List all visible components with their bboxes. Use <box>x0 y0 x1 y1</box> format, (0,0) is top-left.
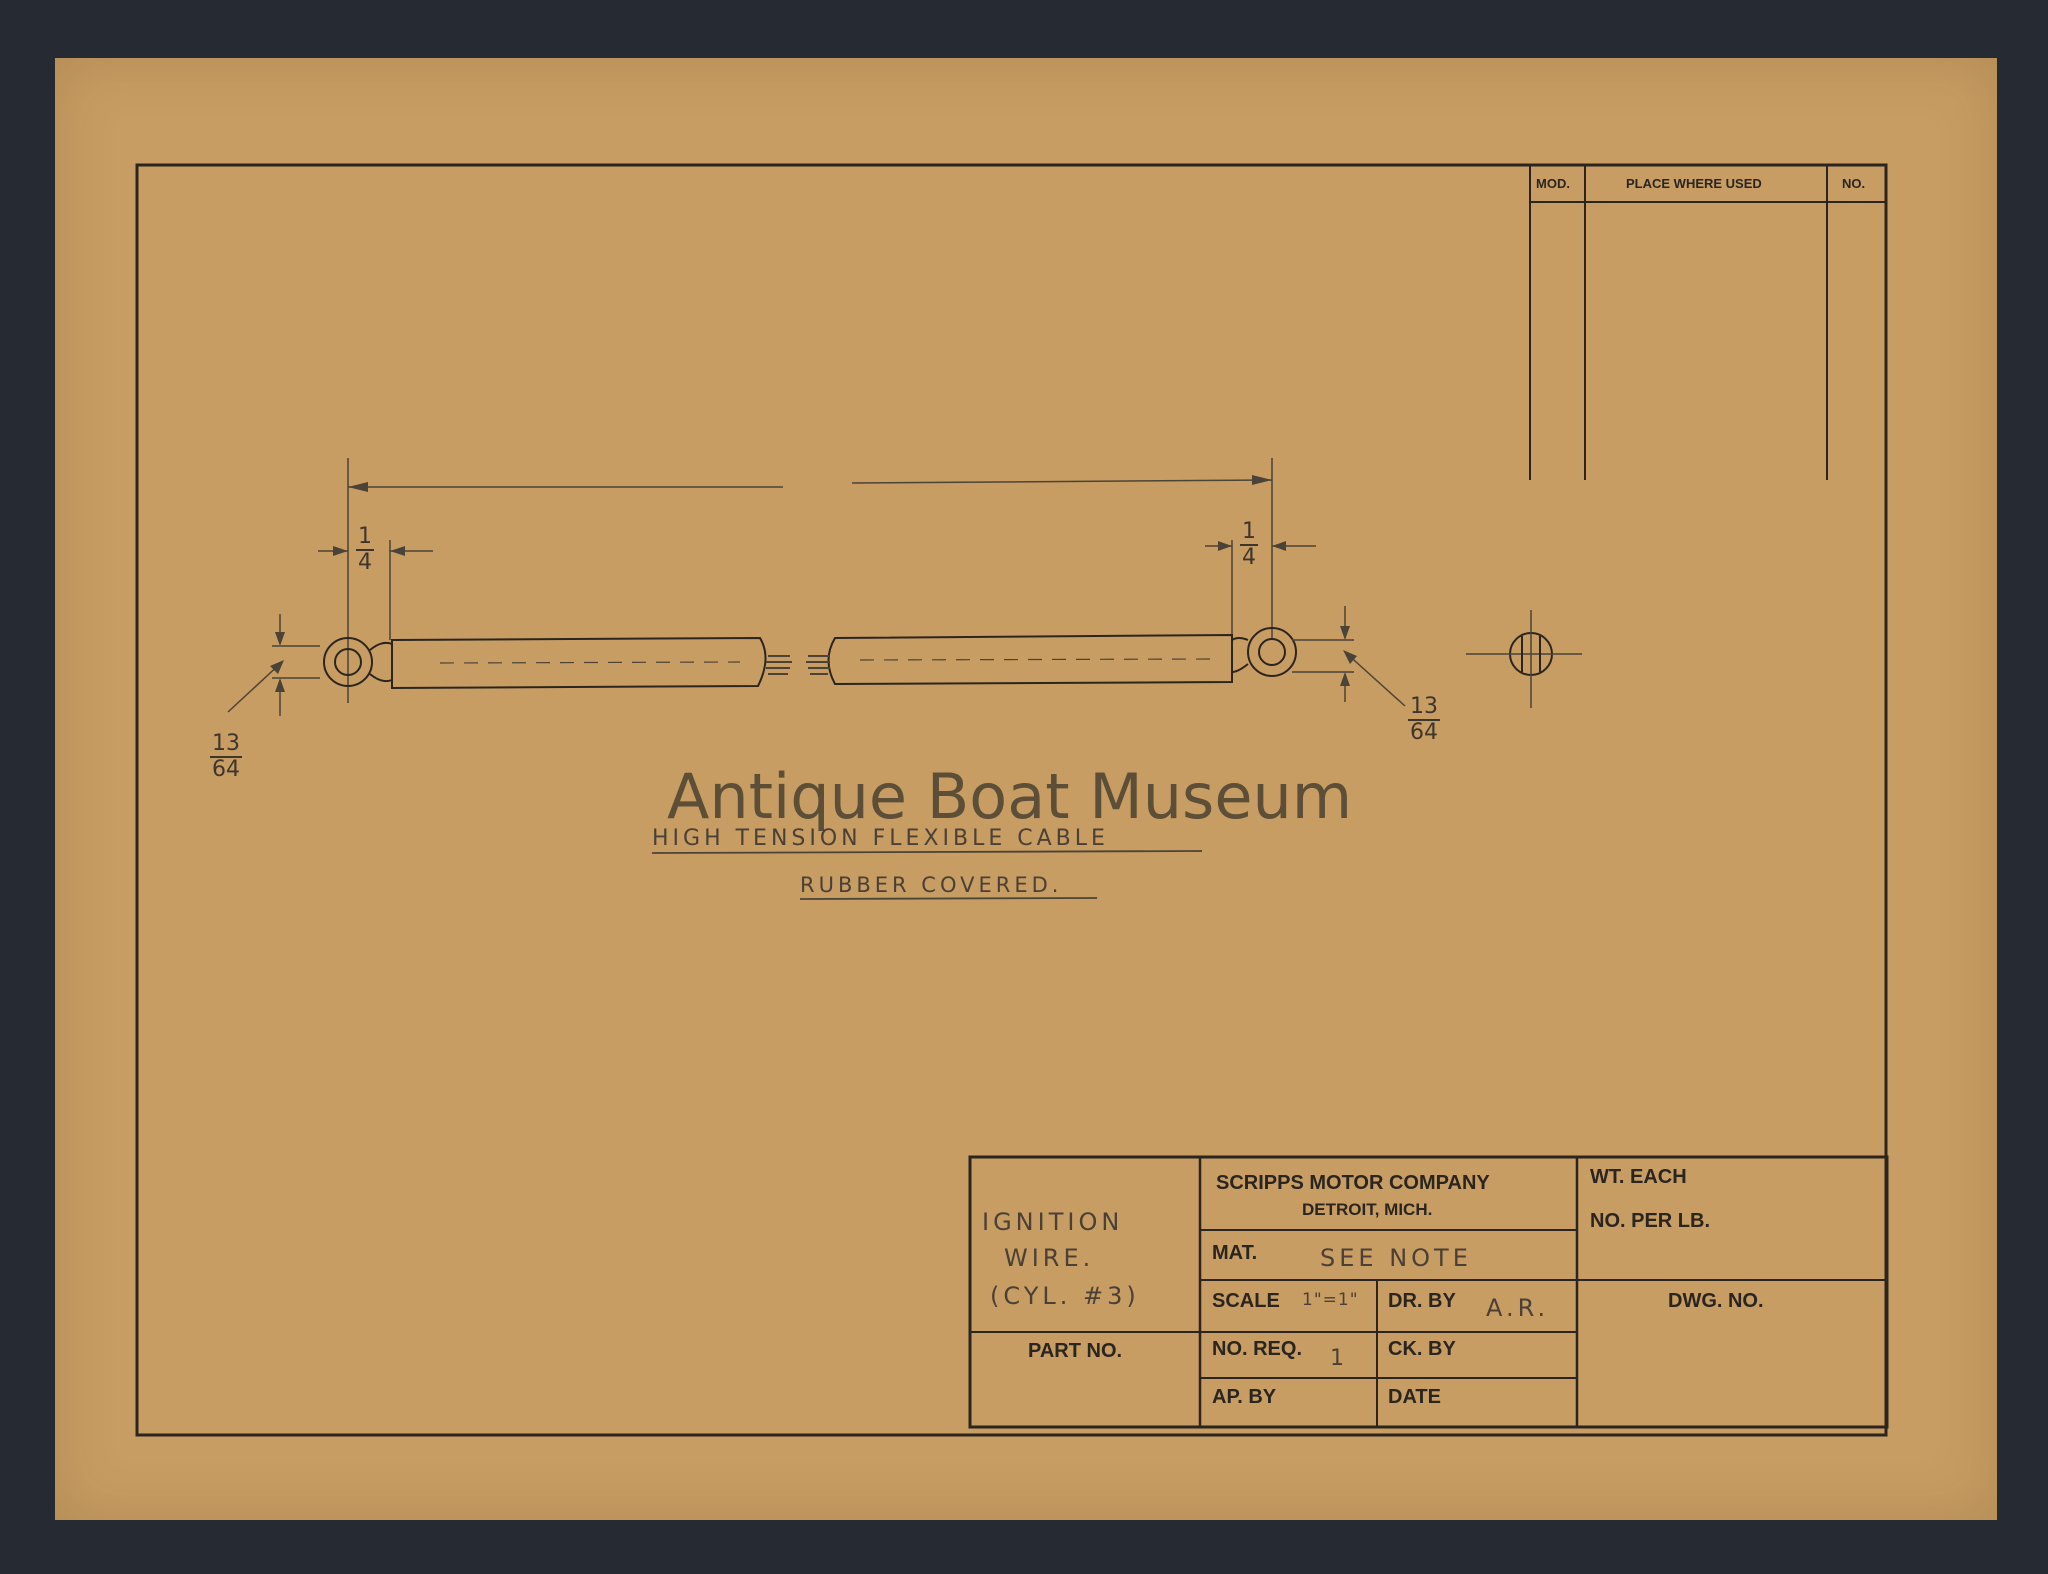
material-value: SEE NOTE <box>1320 1244 1472 1272</box>
revision-header-place: PLACE WHERE USED <box>1626 176 1762 191</box>
note-underline-2 <box>800 898 1097 899</box>
material-label: MAT. <box>1212 1242 1258 1264</box>
dim-left-end-offset: $\frac{1}{4}$ <box>358 524 372 575</box>
approved-by-label: AP. BY <box>1212 1386 1277 1408</box>
drawn-by-label: DR. BY <box>1388 1290 1456 1312</box>
note-cable-type: HIGH TENSION FLEXIBLE CABLE <box>652 826 1109 851</box>
date-label: DATE <box>1388 1386 1441 1408</box>
number-per-lb-label: NO. PER LB. <box>1590 1210 1711 1232</box>
part-name-line-2: WIRE. <box>1004 1244 1095 1272</box>
weight-each-label: WT. EACH <box>1590 1166 1687 1188</box>
number-required-label: NO. REQ. <box>1212 1338 1303 1360</box>
drawn-by-value: A.R. <box>1486 1294 1550 1322</box>
part-name-line-1: IGNITION <box>982 1208 1124 1236</box>
number-required-value: 1 <box>1330 1346 1348 1371</box>
dim-left-eye-dia: $\frac{13}{64}$ <box>212 731 240 782</box>
company-name: SCRIPPS MOTOR COMPANY <box>1216 1172 1490 1194</box>
scale-label: SCALE <box>1212 1290 1280 1312</box>
revision-header-no: NO. <box>1842 176 1866 191</box>
drawing-number-label: DWG. NO. <box>1668 1290 1764 1312</box>
note-underline-1 <box>652 851 1202 853</box>
revision-header-mod: MOD. <box>1536 176 1570 191</box>
museum-watermark: Antique Boat Museum <box>667 760 1353 833</box>
note-covering: RUBBER COVERED. <box>800 873 1063 897</box>
scale-value: 1"=1" <box>1302 1290 1359 1310</box>
part-no-label: PART NO. <box>1028 1340 1123 1362</box>
dim-right-end-offset: $\frac{1}{4}$ <box>1242 519 1256 570</box>
part-name-line-3: (CYL. #3) <box>990 1282 1140 1310</box>
checked-by-label: CK. BY <box>1388 1338 1456 1360</box>
dim-right-eye-dia: $\frac{13}{64}$ <box>1410 694 1438 745</box>
company-location: DETROIT, MICH. <box>1302 1200 1433 1219</box>
